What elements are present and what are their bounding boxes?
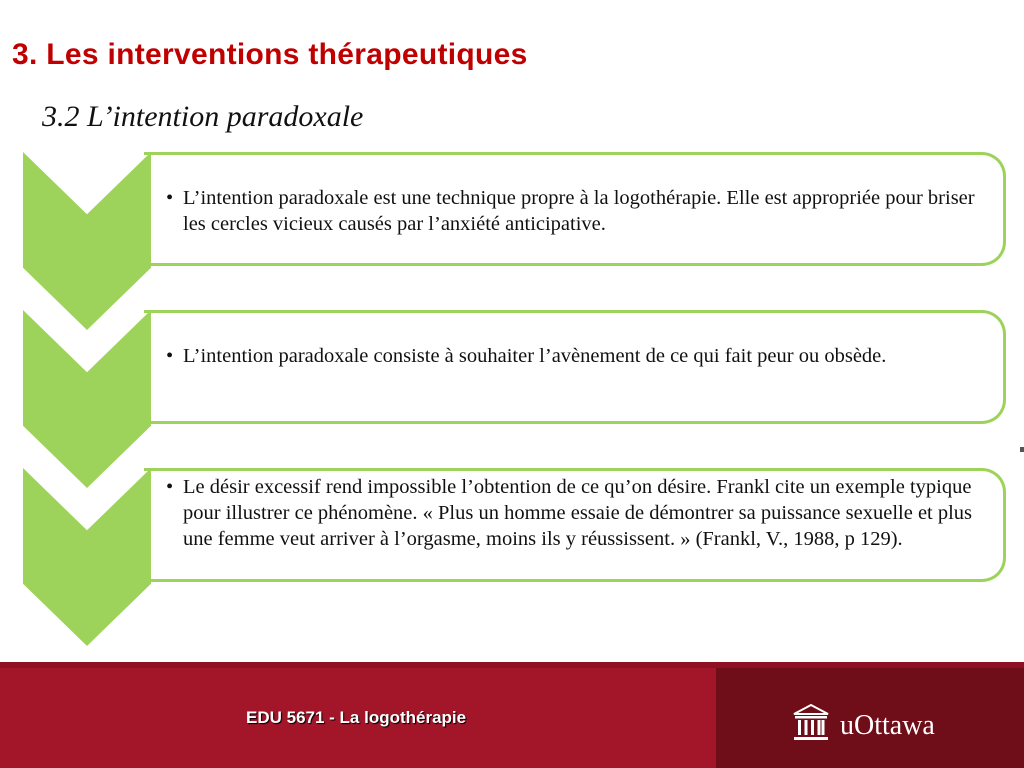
bullet-marker: • [166, 187, 174, 209]
bullet-marker: • [166, 345, 174, 367]
decorative-dot [1020, 447, 1024, 452]
slide-title: 3. Les interventions thérapeutiques [12, 38, 528, 71]
step-text-3-content: Le désir excessif rend impossible l’obtention de ce qu’on désire. Frankl cite un exemple typique pour illustrer ce phénomène. « Plus un homme essaie de démontrer sa puissance sexuelle et plus une femme veut arriver à l’orgasme, moins ils y réussissent. » (Frankl, V., 1988, p 129). [183, 476, 973, 550]
step-text-2 [166, 343, 992, 369]
course-label: EDU 5671 - La logothérapie [246, 708, 467, 727]
step-text-1-content: L’intention paradoxale est une technique propre à la logothérapie. Elle est appropriée pour briser les cercles vicieux causés par l’anxiété anticipative. [183, 187, 975, 235]
slide-subtitle: 3.2 L’intention paradoxale [42, 100, 364, 133]
uottawa-logo-text: uOttawa [840, 710, 935, 741]
chevron-down-icon [23, 310, 151, 488]
bullet-marker: • [166, 476, 174, 498]
chevron-down-icon [23, 468, 151, 646]
chevron-down-icon [23, 152, 151, 330]
step-text-1 [166, 185, 992, 237]
step-text-3 [166, 474, 992, 552]
step-text-2-content: L’intention paradoxale consiste à souhaiter l’avènement de ce qui fait peur ou obsède. [183, 345, 887, 367]
university-building-icon [792, 703, 830, 743]
